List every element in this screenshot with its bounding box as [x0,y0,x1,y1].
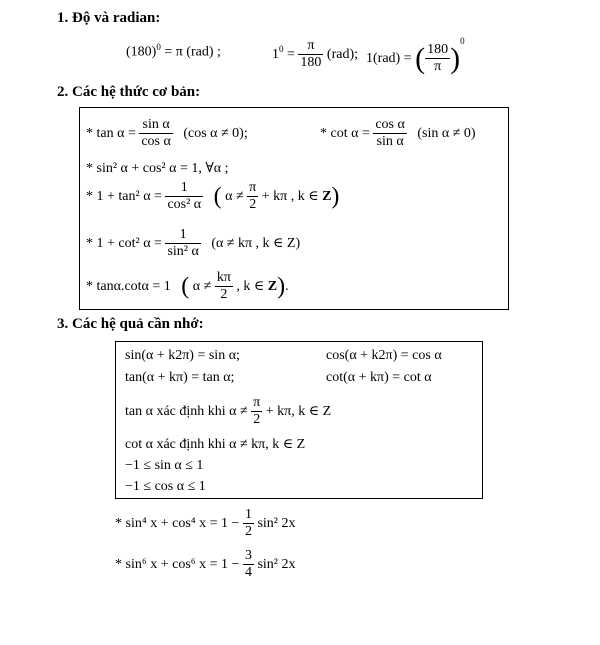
power-6-identity: * sin⁶ x + cos⁶ x = 1 − $\frac{3}{4}$ sin² 2x [115,548,296,581]
degree-radian-eq-1: $(180)^0 = \pi$ (rad) ; [126,42,221,60]
cot-identity: * 1 + cot² α = $\frac{1}{\text{sin² α}}$ (α ≠ kπ , k ∈ Z) [86,227,301,260]
section-1-heading: 1. Độ và radian: [57,10,161,26]
section-3-heading: 3. Các hệ quả cần nhớ: [57,316,204,332]
periodicity-tan: tan(α + kπ) = tan α; [125,370,235,385]
degree-radian-eq-3: 1(rad) = ( $\frac{180}{\pi}$ )$^0$ [366,36,465,75]
periodicity-cos: cos(α + k2π) = cos α [326,348,442,363]
tan-definition: * tan α = $\frac{\text{sin α}}{\text{cos α}}$ (cos α ≠ 0); [86,117,248,150]
sin-range: −1 ≤ sin α ≤ 1 [125,458,204,473]
degree-radian-eq-2: $1^0$ = $\frac{\pi}{180}$ (rad); [272,38,358,71]
section-2-heading: 2. Các hệ thức cơ bản: [57,84,201,100]
eq3-fraction: $\frac{180}{\pi}$ [427,42,449,75]
tan-identity: * 1 + tan² α = $\frac{1}{\text{cos² α}}$ ( α ≠ $\frac{\pi}{2}$ + kπ , k ∈ Z) [86,180,340,213]
tan-cot-product: * tanα.cotα = 1 ( α ≠ $\frac{k\pi}{2}$ , k ∈ Z). [86,270,289,303]
eq1-lhs: (180) [126,44,157,60]
pythagorean-identity: * sin² α + cos² α = 1, ∀α ; [86,161,229,176]
cot-definition: * cot α = $\frac{\text{cos α}}{\text{sin α}}$ (sin α ≠ 0) [320,117,476,150]
tan-domain: tan α xác định khi α ≠ $\frac{\pi}{2}$ + kπ, k ∈ Z [125,395,332,428]
periodicity-sin: sin(α + k2π) = sin α; [125,348,240,363]
periodicity-cot: cot(α + kπ) = cot α [326,370,432,385]
power-4-identity: * sin⁴ x + cos⁴ x = 1 − $\frac{1}{2}$ sin² 2x [115,507,296,540]
eq1-rhs: = π (rad) ; [164,44,221,60]
cos-range: −1 ≤ cos α ≤ 1 [125,479,206,494]
eq2-fraction: $\frac{\pi}{180}$ [300,38,322,71]
cot-domain: cot α xác định khi α ≠ kπ, k ∈ Z [125,437,306,452]
